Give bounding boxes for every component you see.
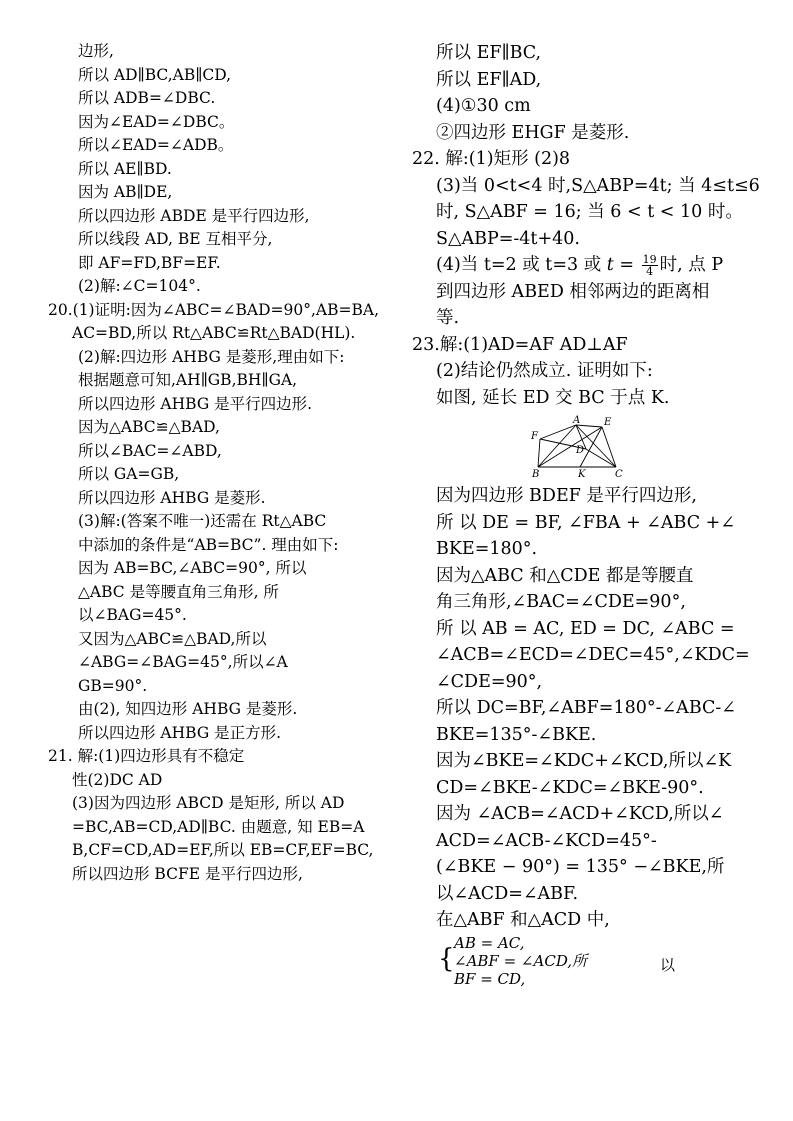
fraction-denominator: 4 [646,265,654,278]
text-line: (3)当 0<t<4 时,S△ABP=4t; 当 4≤t≤6 [436,175,760,196]
label-C: C [615,469,623,479]
text-line: 在△ABF 和△ACD 中, [436,910,610,930]
system-row-2: ∠ABF = ∠ACD,所 [454,951,588,970]
text-line: 所以 AE∥BD. [78,159,172,178]
text-line: 到四边形 ABED 相邻两边的距离相 [436,281,710,302]
text-line: 所以四边形 BCFE 是平行四边形, [72,864,303,883]
text-line: 即 AF=FD,BF=EF. [78,253,221,272]
text-line: 如图, 延长 ED 交 BC 于点 K. [436,387,670,408]
text-line: 因为∠BKE=∠KDC+∠KCD,所以∠K [436,751,732,771]
text-line: GB=90°. [78,676,148,695]
text-line: ∠ABG=∠BAG=45°,所以∠A [78,653,288,671]
text-line: 22. 解:(1)矩形 (2)8 [412,149,571,169]
text-line: 因为∠EAD=∠DBC。 [78,112,235,131]
label-D: D [576,445,585,456]
text-line: 所 以 DE = BF, ∠FBA + ∠ABC +∠ [436,512,735,533]
text-line: (2)结论仍然成立. 证明如下: [436,361,653,381]
text-line: 所以 GA=GB, [78,465,180,483]
q22-part4-line [410,252,755,279]
text-line: (4)①30 cm [436,96,531,116]
label-F: F [531,431,538,442]
text-line: B,CF=CD,AD=EF,所以 EB=CF,EF=BC, [72,841,374,859]
geometry-figure [530,415,626,479]
label-B: B [532,469,540,479]
text-line: 所以∠EAD=∠ADB。 [78,136,234,154]
right-column [410,40,760,994]
text-line: 由(2), 知四边形 AHBG 是菱形. [78,700,298,718]
text-line: S△ABP=-4t+40. [436,228,580,249]
text-line: BKE=180°. [436,539,538,559]
line-FA [540,425,576,439]
fraction-19-4 [642,254,658,277]
text-line: 以∠ACD=∠ABF. [436,883,579,904]
q22-q23-block [410,279,755,412]
text-line: △ABC 是等腰直角三角形, 所 [78,582,279,601]
text-line: 根据题意可知,AH∥GB,BH∥GA, [78,371,298,389]
text-line: 边形, [78,42,114,60]
label-E: E [604,417,612,428]
equals-sign: = [613,255,640,275]
text-line: 因为四边形 BDEF 是平行四边形, [436,486,697,506]
system-tail: 以 [660,955,676,974]
q23-proof-block [410,483,755,934]
text-line: AC=BD,所以 Rt△ABC≌Rt△BAD(HL). [72,324,356,342]
text-line: CD=∠BKE-∠KDC=∠BKE-90°. [436,777,704,798]
text-line: (2)解:四边形 AHBG 是菱形,理由如下: [78,347,345,366]
text-line: 角三角形,∠BAC=∠CDE=90°, [436,592,686,612]
text-line: 所 以 AB = AC, ED = DC, ∠ABC = [436,618,735,639]
text-line: 又因为△ABC≌△BAD,所以 [78,629,267,648]
text-line: 所以线段 AD, BE 互相平分, [78,230,273,248]
line-FB [538,439,540,467]
text-line: 因为 AB=BC,∠ABC=90°, 所以 [78,559,307,577]
variable-t: t [606,255,614,275]
text-line: 中添加的条件是“AB=BC”. 理由如下: [78,535,339,554]
text-line: 因为△ABC 和△CDE 都是等腰直 [436,565,694,586]
q21-q22-block [410,40,760,252]
equation-system [410,934,755,994]
text-line: 所以 EF∥AD, [436,69,542,90]
text-line: 因为 AB∥DE, [78,183,173,201]
line-BE [538,427,602,467]
system-row-3: BF = CD, [454,969,526,988]
text-line: 所以 AD∥BC,AB∥CD, [78,65,232,84]
line-EC [602,427,616,467]
label-K: K [578,469,586,479]
text-line: 所以 ADB=∠DBC. [78,89,216,107]
text-line: ∠CDE=90°, [436,671,543,692]
text-line: (3)因为四边形 ABCD 是矩形, 所以 AD [72,794,345,812]
text-line: (3)解:(答案不唯一)还需在 Rt△ABC [78,512,327,530]
label-A: A [573,415,581,426]
text-line: 性(2)DC AD [72,770,163,789]
text-line: 21. 解:(1)四边形具有不稳定 [48,747,245,765]
text-line: 所以四边形 AHBG 是平行四边形. [78,394,313,413]
text-line: 所以四边形 AHBG 是菱形. [78,488,266,507]
text-line: (∠BKE − 90°) = 135° −∠BKE,所 [436,857,725,877]
q22-part4-tail: 时, 点 P [659,255,724,275]
text-line: 因为△ABC≌△BAD, [78,418,220,436]
text-line: 所以四边形 AHBG 是正方形. [78,723,282,742]
system-row-1: AB = AC, [454,933,525,952]
text-line: 以∠BAG=45°. [78,606,187,624]
text-line: =BC,AB=CD,AD∥BC. 由题意, 知 EB=A [72,817,365,836]
text-line: 23.解:(1)AD=AF AD⊥AF [412,334,628,355]
text-line: 因为 ∠ACB=∠ACD+∠KCD,所以∠ [436,804,724,824]
text-line: 时, S△ABF = 16; 当 6 < t < 10 时。 [436,202,743,222]
text-line: (2)解:∠C=104°. [78,277,201,295]
text-line: BKE=135°-∠BKE. [436,724,597,745]
text-line: 所以四边形 ABDE 是平行四边形, [78,206,310,225]
left-column [48,40,393,886]
text-line: 所以∠BAC=∠ABD, [78,441,222,460]
text-line: ∠ACB=∠ECD=∠DEC=45°,∠KDC= [436,645,750,665]
text-line: 20.(1)证明:因为∠ABC=∠BAD=90°,AB=BA, [48,300,380,319]
text-line: 所以 DC=BF,∠ABF=180°-∠ABC-∠ [436,698,736,718]
q22-part4-text: (4)当 t=2 或 t=3 或 [436,255,602,275]
text-line: 所以 EF∥BC, [436,43,542,63]
fraction-numerator: 19 [642,253,657,266]
text-line: 等. [436,308,460,328]
left-brace: { [438,943,455,974]
text-line: ②四边形 EHGF 是菱形. [436,122,630,143]
text-line: ACD=∠ACB-∠KCD=45°- [436,830,657,851]
